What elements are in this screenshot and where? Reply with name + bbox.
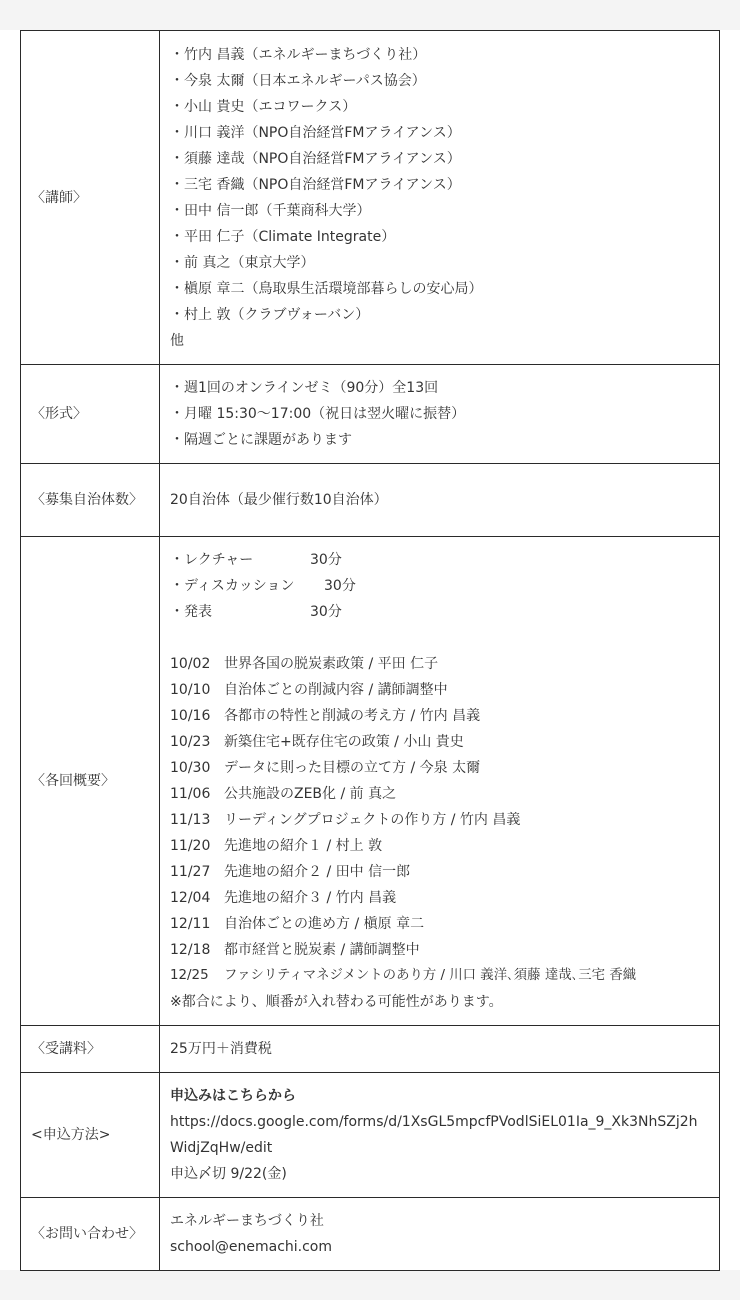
fee-value: 25万円＋消費税 — [160, 1026, 720, 1073]
schedule-topic: 先進地の紹介１ / 村上 敦 — [224, 838, 383, 854]
lecturer-item: ・田中 信一郎（千葉商科大学） — [170, 202, 371, 219]
session-part — [170, 547, 709, 573]
lecturers-row — [21, 31, 720, 365]
municipalities-label-text: 〈募集自治体数〉 — [31, 492, 143, 508]
schedule-topic: データに則った目標の立て方 / 今泉 太爾 — [224, 760, 481, 776]
schedule-date: 12/18 — [170, 942, 211, 958]
schedule-item — [170, 911, 709, 937]
course-info-table — [20, 30, 720, 1271]
overview-label: 〈各回概要〉 — [21, 537, 160, 1026]
spacer — [170, 625, 709, 651]
schedule-item — [170, 703, 709, 729]
apply-url[interactable]: https://docs.google.com/forms/d/1XsGL5mpcfPVodlSiEL01Ia_9_Xk3NhSZj2hWidjZqHw/edit — [170, 1114, 698, 1156]
lecturer-item: ・小山 貴史（エコワークス） — [170, 98, 357, 115]
schedule-item — [170, 833, 709, 859]
schedule-item — [170, 781, 709, 807]
schedule-date: 10/10 — [170, 682, 211, 698]
schedule-item — [170, 677, 709, 703]
schedule-date: 11/20 — [170, 838, 211, 854]
apply-value — [160, 1073, 720, 1198]
lecturer-item: ・竹内 昌義（エネルギーまちづくり社） — [170, 46, 427, 63]
session-part-time: 30分 — [310, 604, 342, 620]
lecturer-item: ・槇原 章二（鳥取県生活環境部暮らしの安心局） — [170, 280, 483, 297]
session-part-name: ・ディスカッション — [170, 578, 295, 594]
lecturer-item: ・平田 仁子（Climate Integrate） — [170, 228, 396, 245]
lecturer-item: ・三宅 香織（NPO自治経営FMアライアンス） — [170, 176, 461, 193]
schedule-item — [170, 729, 709, 755]
municipalities-value: 20自治体（最少催行数10自治体） — [160, 464, 720, 537]
schedule-topic: ファシリティマネジメントのあり方 / 川口 義洋､須藤 達哉､三宅 香織 — [224, 968, 637, 983]
schedule-item — [170, 937, 709, 963]
schedule-item — [170, 755, 709, 781]
schedule-topic: 自治体ごとの進め方 / 槇原 章二 — [224, 916, 425, 932]
format-item: ・隔週ごとに課題があります — [170, 432, 352, 448]
schedule-date: 10/23 — [170, 734, 211, 750]
schedule-date: 11/06 — [170, 786, 211, 802]
session-part — [170, 573, 709, 599]
contact-org: エネルギーまちづくり社 — [170, 1213, 324, 1229]
schedule-item — [170, 963, 709, 989]
contact-row — [21, 1198, 720, 1271]
lecturer-item: ・前 真之（東京大学） — [170, 254, 315, 271]
municipalities-row — [21, 464, 720, 537]
session-part-name: ・レクチャー — [170, 552, 254, 568]
schedule-topic: 新築住宅+既存住宅の政策 / 小山 貴史 — [224, 734, 464, 750]
schedule-date: 11/27 — [170, 864, 211, 880]
session-part-name: ・発表 — [170, 604, 212, 620]
schedule-topic: 世界各国の脱炭素政策 / 平田 仁子 — [224, 656, 439, 672]
schedule-date: 10/30 — [170, 760, 211, 776]
apply-label: <申込方法> — [21, 1073, 160, 1198]
schedule-topic: リーディングプロジェクトの作り方 / 竹内 昌義 — [224, 812, 521, 828]
lecturer-item: ・川口 義洋（NPO自治経営FMアライアンス） — [170, 124, 461, 141]
apply-deadline: 申込〆切 9/22(金) — [170, 1166, 287, 1182]
session-part-time: 30分 — [324, 578, 356, 594]
lecturer-item: ・村上 敦（クラブヴォーバン） — [170, 306, 370, 323]
schedule-topic: 自治体ごとの削減内容 / 講師調整中 — [224, 682, 448, 698]
apply-link[interactable]: 申込みはこちらから — [170, 1088, 296, 1104]
schedule-topic: 先進地の紹介３ / 竹内 昌義 — [224, 890, 397, 906]
lecturers-value — [160, 31, 720, 365]
schedule-item — [170, 807, 709, 833]
schedule-date: 12/04 — [170, 890, 211, 906]
format-item: ・月曜 15:30〜17:00（祝日は翌火曜に振替） — [170, 406, 466, 422]
contact-label-text: 〈お問い合わせ〉 — [31, 1226, 143, 1242]
session-part-time: 30分 — [310, 552, 342, 568]
session-part — [170, 599, 709, 625]
schedule-date: 11/13 — [170, 812, 211, 828]
contact-value — [160, 1198, 720, 1271]
schedule-date: 10/16 — [170, 708, 211, 724]
schedule-topic: 先進地の紹介２ / 田中 信一郎 — [224, 864, 411, 880]
format-row — [21, 365, 720, 464]
municipalities-label — [21, 464, 160, 537]
schedule-date: 12/25 — [170, 968, 209, 983]
schedule-topic: 都市経営と脱炭素 / 講師調整中 — [224, 942, 420, 958]
overview-value — [160, 537, 720, 1026]
schedule-note: ※都合により、順番が入れ替わる可能性があります。 — [170, 994, 503, 1010]
schedule-topic: 公共施設のZEB化 / 前 真之 — [224, 786, 397, 802]
contact-label — [21, 1198, 160, 1271]
contact-email[interactable]: school@enemachi.com — [170, 1239, 333, 1255]
schedule-date: 12/11 — [170, 916, 211, 932]
schedule-item — [170, 859, 709, 885]
lecturers-others: 他 — [170, 332, 184, 349]
fee-row — [21, 1026, 720, 1073]
schedule-item — [170, 885, 709, 911]
lecturer-item: ・須藤 達哉（NPO自治経営FMアライアンス） — [170, 150, 461, 167]
overview-row — [21, 537, 720, 1026]
format-value — [160, 365, 720, 464]
fee-label: 〈受講料〉 — [21, 1026, 160, 1073]
schedule-topic: 各都市の特性と削減の考え方 / 竹内 昌義 — [224, 708, 481, 724]
format-item: ・週1回のオンラインゼミ（90分）全13回 — [170, 380, 439, 396]
apply-row — [21, 1073, 720, 1198]
schedule-date: 10/02 — [170, 656, 211, 672]
schedule-item — [170, 651, 709, 677]
lecturer-item: ・今泉 太爾（日本エネルギーパス協会） — [170, 72, 426, 89]
format-label: 〈形式〉 — [21, 365, 160, 464]
lecturers-label: 〈講師〉 — [21, 31, 160, 365]
